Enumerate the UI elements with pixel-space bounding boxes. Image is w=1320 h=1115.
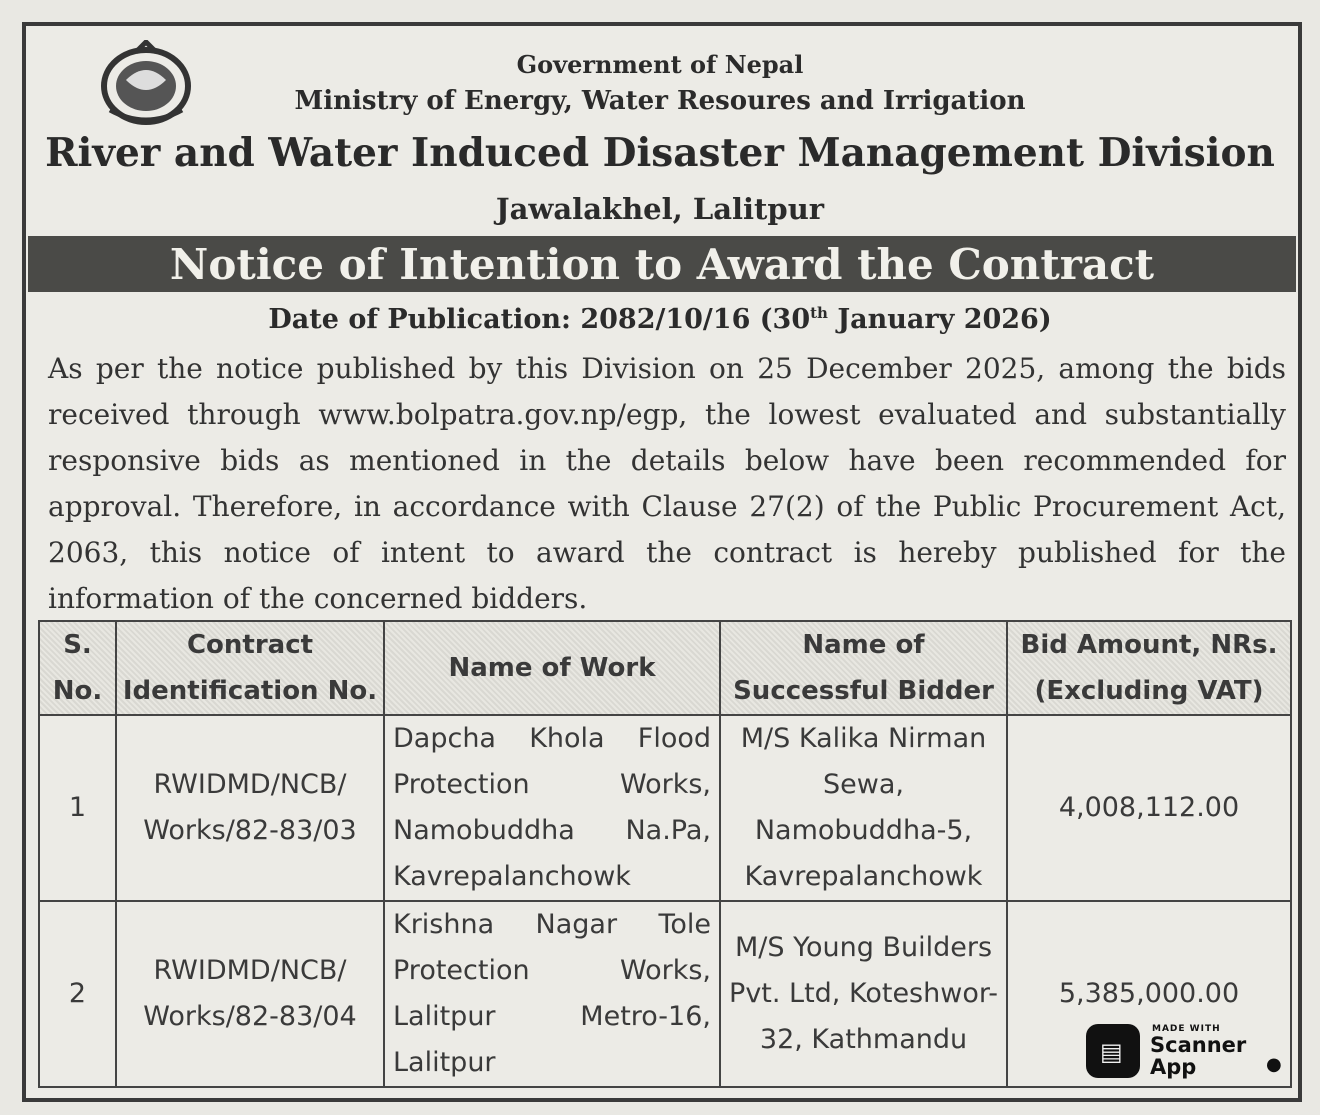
header-amount: Bid Amount, NRs. (Excluding VAT) xyxy=(1007,621,1291,715)
cell-sno: 1 xyxy=(39,715,116,901)
header-sno: S. No. xyxy=(39,621,116,715)
cell-sno: 2 xyxy=(39,901,116,1087)
publication-date-sup: th xyxy=(810,304,828,322)
scanner-app-icon: ▤ xyxy=(1086,1024,1140,1078)
publication-date-suffix: January 2026) xyxy=(827,304,1052,335)
header-contract-id: Contract Identification No. xyxy=(116,621,384,715)
made-with-label: MADE WITH xyxy=(1152,1024,1221,1034)
division-title: River and Water Induced Disaster Management Division xyxy=(45,130,1275,176)
notice-title: Notice of Intention to Award the Contract xyxy=(28,236,1296,292)
table-header-row xyxy=(39,621,1291,715)
cell-amount: 5,385,000.00 xyxy=(1007,901,1291,1087)
division-location: Jawalakhel, Lalitpur xyxy=(495,192,825,226)
header-bidder: Name of Successful Bidder xyxy=(720,621,1007,715)
cell-bidder: M/S Kalika Nirman Sewa, Namobuddha-5, Kavrepalanchowk xyxy=(720,715,1007,901)
header-work: Name of Work xyxy=(384,621,720,715)
apple-icon: ● xyxy=(1266,1054,1282,1075)
cell-amount: 4,008,112.00 xyxy=(1007,715,1291,901)
cell-work: Dapcha Khola Flood Protection Works, Namobuddha Na.Pa, Kavrepalanchowk xyxy=(384,715,720,901)
publication-date-prefix: Date of Publication: 2082/10/16 (30 xyxy=(268,304,811,335)
cell-contract-id: RWIDMD/NCB/ Works/82-83/04 xyxy=(116,901,384,1087)
ministry-title: Ministry of Energy, Water Resoures and Irrigation xyxy=(294,86,1026,116)
cell-bidder: M/S Young Builders Pvt. Ltd, Koteshwor-32, Kathmandu xyxy=(720,901,1007,1087)
cell-contract-id: RWIDMD/NCB/ Works/82-83/03 xyxy=(116,715,384,901)
award-table xyxy=(38,620,1292,1088)
app-name: Scanner App xyxy=(1150,1033,1247,1079)
publication-date xyxy=(0,304,1320,335)
scanner-app-watermark xyxy=(1086,1024,1286,1082)
table-row xyxy=(39,715,1291,901)
cell-work: Krishna Nagar Tole Protection Works, Lalitpur Metro-16, Lalitpur xyxy=(384,901,720,1087)
government-title: Government of Nepal xyxy=(516,50,804,79)
notice-body: As per the notice published by this Division on 25 December 2025, among the bids received through www.bolpatra.gov.np/egp, the lowest evaluated and substantially responsive bids as mentioned in the details below have been recommended for approval. Therefore, in accordance with Clause 27(2) of the Public Procurement Act, 2063, this notice of intent to award the contract is hereby published for the information of the concerned bidders. xyxy=(48,352,1286,615)
